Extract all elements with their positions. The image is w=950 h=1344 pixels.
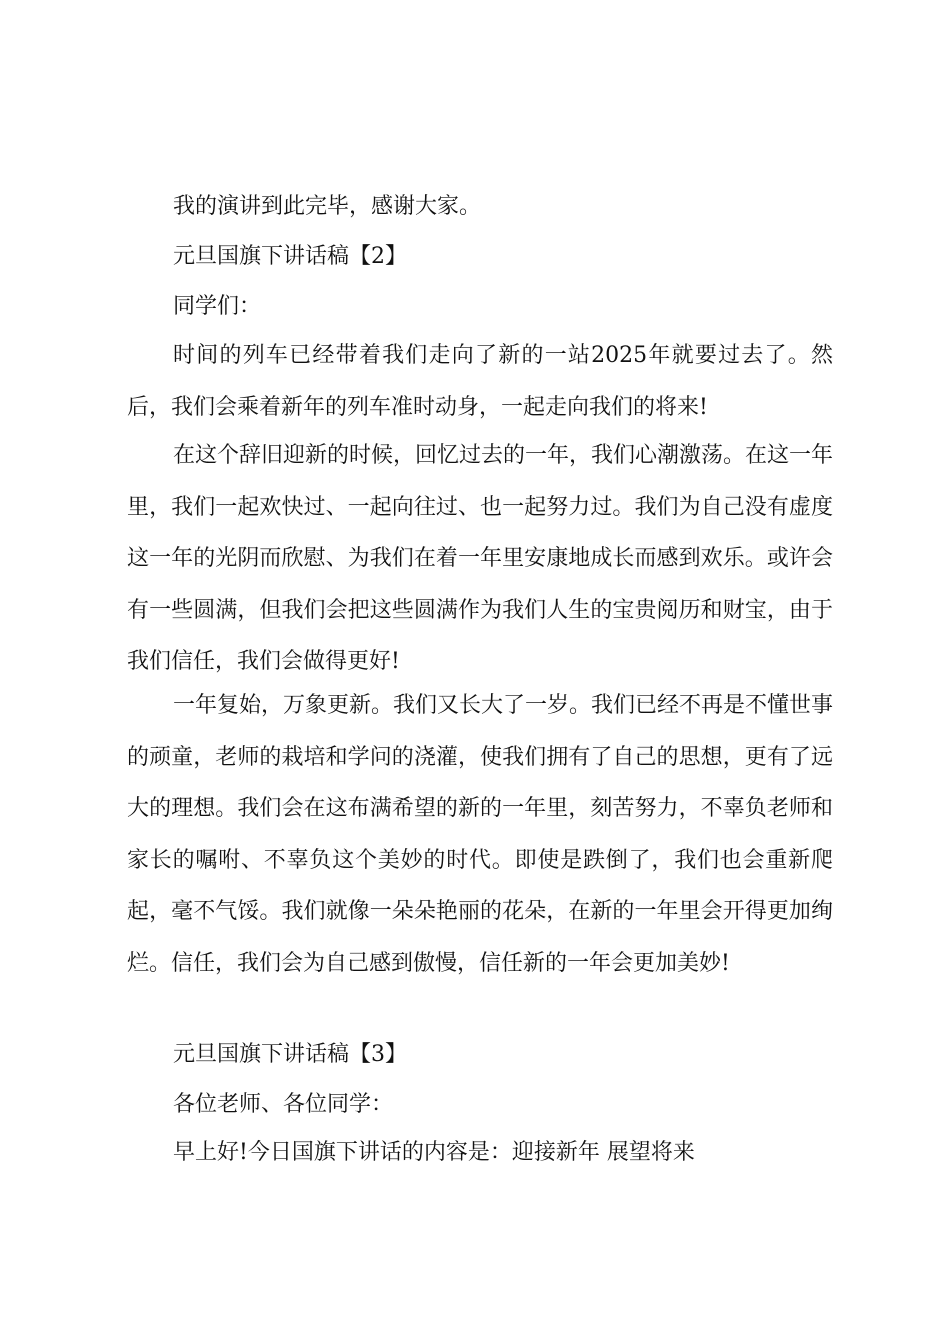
- salutation-3: 各位老师、各位同学：: [173, 1092, 394, 1117]
- section-heading-2: 元旦国旗下讲话稿【2】: [173, 244, 407, 269]
- paragraph-2-2: 在这个辞旧迎新的时候，回忆过去的一年，我们心潮激荡。在这一年里，我们一起欢快过、一起向往过、也一起努力过。我们为自己没有虚度这一年的光阴而欣慰、为我们在着一年里安康地成长而感到欢乐。或许会有一些圆满，但我们会把这些圆满作为我们人生的宝贵阅历和财宝，由于我们信任，我们会做得更好!: [127, 443, 834, 674]
- opening-line-3: 早上好!今日国旗下讲话的内容是：迎接新年 展望将来: [173, 1140, 695, 1165]
- section-heading-3: 元旦国旗下讲话稿【3】: [173, 1042, 407, 1067]
- closing-line: 我的演讲到此完毕，感谢大家。: [173, 194, 482, 219]
- paragraph-2-3: 一年复始，万象更新。我们又长大了一岁。我们已经不再是不懂世事的顽童，老师的栽培和学问的浇灌，使我们拥有了自己的思想，更有了远大的理想。我们会在这布满希望的新的一年里，刻苦努力，不辜负老师和家长的嘱咐、不辜负这个美妙的时代。即使是跌倒了，我们也会重新爬起，毫不气馁。我们就像一朵朵艳丽的花朵，在新的一年里会开得更加绚烂。信任，我们会为自己感到傲慢，信任新的一年会更加美妙!: [127, 693, 834, 976]
- salutation-2: 同学们：: [173, 294, 262, 319]
- paragraph-2-1: 时间的列车已经带着我们走向了新的一站2025年就要过去了。然后，我们会乘着新年的列车准时动身，一起走向我们的将来!: [127, 343, 833, 420]
